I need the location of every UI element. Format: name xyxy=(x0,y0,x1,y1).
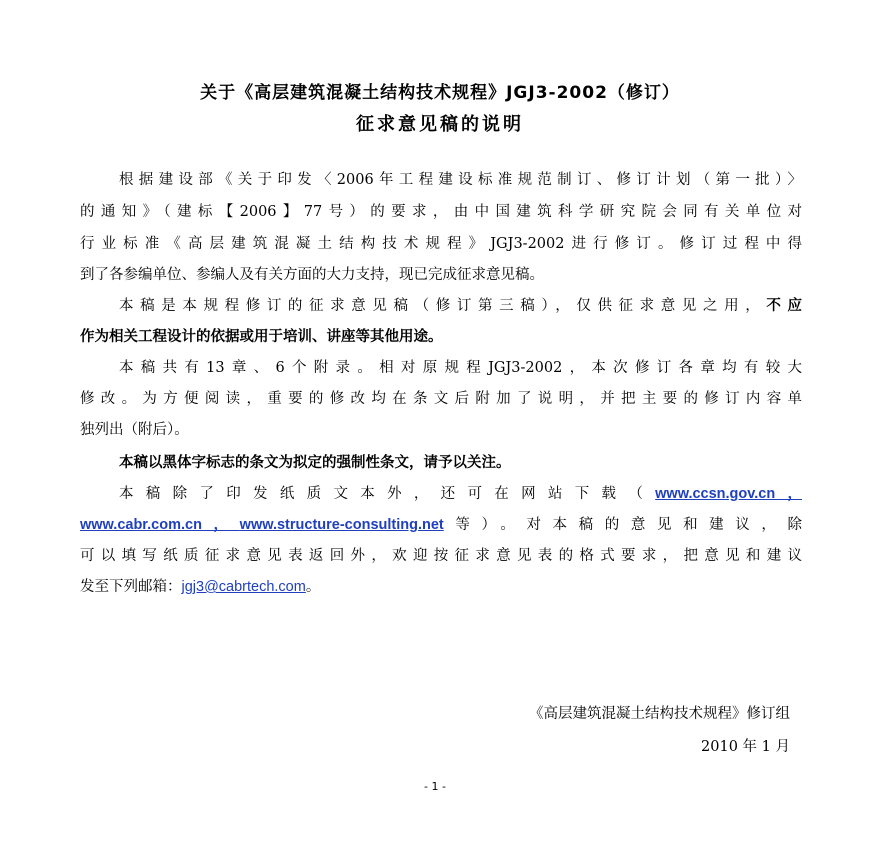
paragraph-1-line-1: 根据建设部《关于印发〈2006年工程建设标准规范制订、修订计划（第一批）〉 xyxy=(119,172,802,188)
link-cabr[interactable]: www.cabr.com.cn， xyxy=(80,517,240,533)
link-ccsn[interactable]: www.ccsn.gov.cn， xyxy=(655,486,802,502)
paragraph-1-line-2: 的通知》（建标【2006】77号）的要求，由中国建筑科学研究院会同有关单位对 xyxy=(80,204,802,220)
paragraph-5-line-1 xyxy=(80,484,802,504)
paragraph-2-line-2: 作为相关工程设计的依据或用于培训、讲座等其他用途。 xyxy=(80,329,443,345)
paragraph-4-mandatory-note: 本稿以黑体字标志的条文为拟定的强制性条文，请予以关注。 xyxy=(119,455,511,471)
paragraph-2-line-1 xyxy=(80,296,802,316)
paragraph-1-line-3: 行业标准《高层建筑混凝土结构技术规程》JGJ3-2002进行修订。修订过程中得 xyxy=(80,236,802,252)
paragraph-5-line-3: 可以填写纸质征求意见表返回外，欢迎按征求意见表的格式要求，把意见和建议 xyxy=(80,548,802,564)
paragraph-5-end: 。 xyxy=(305,579,321,595)
document-title: 关于《高层建筑混凝土结构技术规程》JGJ3-2002（修订） xyxy=(200,83,680,103)
email-link[interactable]: jgj3@cabrtech.com xyxy=(181,579,306,595)
paragraph-5-line-2-text: 等）。对本稿的意见和建议，除 xyxy=(443,517,802,533)
paragraph-1-line-4: 到了各参编单位、参编人及有关方面的大力支持，现已完成征求意见稿。 xyxy=(80,267,544,283)
paragraph-5-line-4 xyxy=(80,577,802,597)
signature-org: 《高层建筑混凝土结构技术规程》修订组 xyxy=(529,706,790,722)
paragraph-5-download-text: 本稿除了印发纸质文本外，还可在网站下载（ xyxy=(119,486,656,502)
paragraph-2-normal-text: 本稿是本规程修订的征求意见稿（修订第三稿），仅供征求意见之用， xyxy=(119,298,767,314)
document-subtitle: 征求意见稿的说明 xyxy=(356,114,524,135)
paragraph-5-line-2 xyxy=(80,515,802,535)
paragraph-3-line-1: 本稿共有13章、6个附录。相对原规程JGJ3-2002，本次修订各章均有较大 xyxy=(119,360,802,376)
page-number: - 1 - xyxy=(424,780,446,793)
paragraph-3-line-2: 修改。为方便阅读，重要的修改均在条文后附加了说明，并把主要的修订内容单 xyxy=(80,391,802,407)
paragraph-5-email-label: 发至下列邮箱： xyxy=(80,579,182,595)
paragraph-3-line-3: 独列出（附后）。 xyxy=(80,422,189,438)
paragraph-2-bold-text: 不应 xyxy=(766,298,802,314)
signature-date: 2010 年 1 月 xyxy=(701,739,790,755)
link-structure-consulting[interactable]: www.structure-consulting.net xyxy=(239,517,444,533)
